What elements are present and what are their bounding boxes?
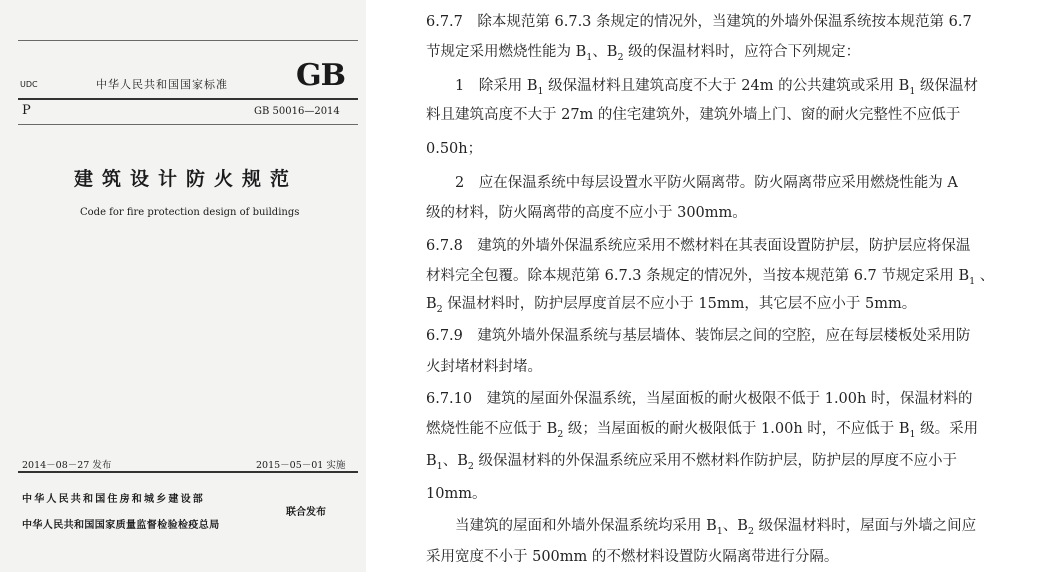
cover-code-rule (18, 124, 358, 125)
text-line: $B_2$ 保温材料时，防护层厚度首层不应小于 15mm，其它层不应小于 5mm。 (426, 296, 917, 315)
joint-issue-label: 联合发布 (286, 507, 326, 518)
issuer-2: 中华人民共和国国家质量监督检验检疫总局 (22, 520, 220, 531)
text-line: 料且建筑高度不大于 27m 的住宅建筑外，建筑外墙上门、窗的耐火完整性不应低于 (426, 107, 961, 123)
cover-header-rule (18, 98, 358, 100)
standard-cover (0, 0, 366, 572)
standard-type: 中华人民共和国国家标准 (96, 78, 228, 91)
udc-label: UDC (20, 80, 38, 89)
cover-top-rule (18, 40, 358, 41)
text-line: 火封堵材料封堵。 (426, 359, 542, 375)
text-line: 6.7.9 建筑外墙外保温系统与基层墙体、装饰层之间的空腔，应在每层楼板处采用防 (426, 328, 971, 344)
cover-title-cn: 建筑设计防火规范 (74, 168, 299, 190)
text-line: 当建筑的屋面和外墙外保温系统均采用 $B_1$、$B_2$ 级保温材料时，屋面与外墙之间应 (426, 518, 977, 537)
text-line: 采用宽度不小于 500mm 的不燃材料设置防火隔离带进行分隔。 (426, 549, 839, 565)
text-line: 6.7.8 建筑的外墙外保温系统应采用不燃材料在其表面设置防护层，防护层应将保温 (426, 238, 971, 254)
cover-title-en: Code for fire protection design of buildings (80, 207, 300, 218)
issuer-1: 中华人民共和国住房和城乡建设部 (22, 494, 205, 505)
text-line: 材料完全包覆。除本规范第 6.7.3 条规定的情况外，当按本规范第 6.7 节规定采用 $B_1$ 、 (426, 268, 995, 287)
standard-text-page (408, 0, 1048, 572)
p-label: P (22, 103, 31, 118)
text-line: 6.7.10 建筑的屋面外保温系统，当屋面板的耐火极限不低于 1.00h 时，保温材料的 (426, 391, 973, 407)
gb-logo: GB (296, 58, 345, 93)
text-line: $B_1$、$B_2$ 级保温材料的外保温系统应采用不燃材料作防护层，防护层的厚度不应小于 (426, 453, 958, 472)
effective-date: 2015－05－01 实施 (256, 460, 346, 471)
text-line: 10mm。 (426, 486, 487, 502)
text-line: 1 除采用 $B_1$ 级保温材料且建筑高度不大于 24m 的公共建筑或采用 $B_1$ 级保温材 (426, 78, 978, 97)
issued-date: 2014－08－27 发布 (22, 460, 112, 471)
text-line: 6.7.7 除本规范第 6.7.3 条规定的情况外，当建筑的外墙外保温系统按本规范第 6.7 (426, 14, 972, 30)
text-line: 2 应在保温系统中每层设置水平防火隔离带。防火隔离带应采用燃烧性能为 A (426, 175, 958, 191)
text-line: 0.50h； (426, 141, 483, 157)
text-line: 级的材料，防火隔离带的高度不应小于 300mm。 (426, 205, 747, 221)
text-line: 燃烧性能不应低于 $B_2$ 级；当屋面板的耐火极限低于 1.00h 时，不应低于 $B_1$ 级。采用 (426, 421, 979, 440)
text-line: 节规定采用燃烧性能为 $B_1$、$B_2$ 级的保温材料时，应符合下列规定： (426, 44, 861, 63)
cover-bottom-rule (18, 471, 358, 473)
standard-code: GB 50016—2014 (254, 106, 340, 117)
